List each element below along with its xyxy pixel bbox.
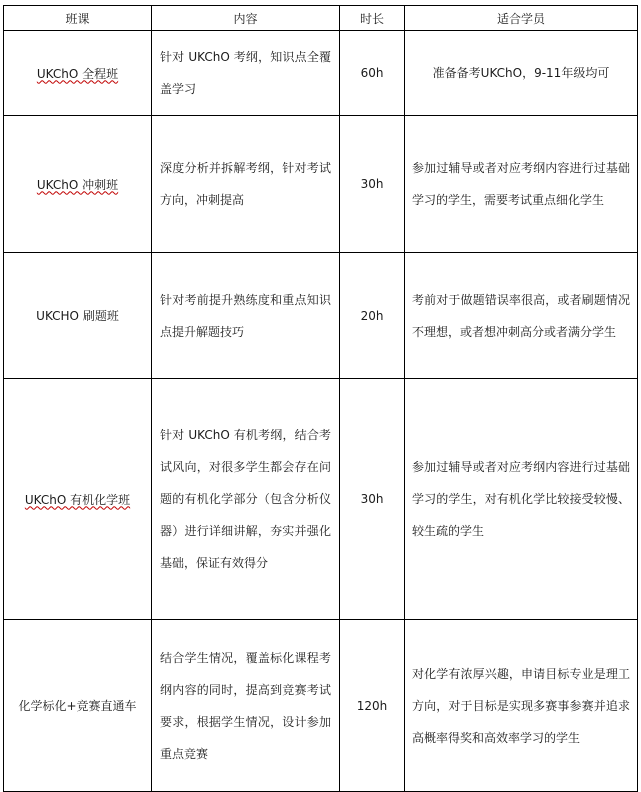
table-row [4, 379, 638, 620]
table-row [4, 620, 638, 792]
course-name: UKChO 有机化学班 [4, 379, 152, 620]
course-audience: 准备备考UKChO，9-11年级均可 [405, 31, 638, 116]
course-audience: 考前对于做题错误率很高，或者刷题情况不理想，或者想冲刺高分或者满分学生 [405, 253, 638, 379]
course-content: 深度分析并拆解考纲，针对考试方向，冲刺提高 [152, 116, 340, 253]
table-row [4, 31, 638, 116]
header-audience: 适合学员 [405, 6, 638, 31]
course-hours: 30h [340, 116, 405, 253]
course-hours: 60h [340, 31, 405, 116]
course-name: UKChO 冲刺班 [4, 116, 152, 253]
header-content: 内容 [152, 6, 340, 31]
table-row [4, 116, 638, 253]
course-table [3, 5, 638, 792]
header-row [4, 6, 638, 31]
course-audience: 参加过辅导或者对应考纲内容进行过基础学习的学生，需要考试重点细化学生 [405, 116, 638, 253]
course-name: UKCHO 刷题班 [4, 253, 152, 379]
course-content: 针对 UKChO 考纲，知识点全覆盖学习 [152, 31, 340, 116]
course-content: 针对考前提升熟练度和重点知识点提升解题技巧 [152, 253, 340, 379]
course-audience: 参加过辅导或者对应考纲内容进行过基础学习的学生，对有机化学比较接受较慢、较生疏的学生 [405, 379, 638, 620]
course-content: 针对 UKChO 有机考纲，结合考试风向，对很多学生都会存在问题的有机化学部分（包含分析仪器）进行详细讲解，夯实并强化基础，保证有效得分 [152, 379, 340, 620]
course-audience: 对化学有浓厚兴趣，申请目标专业是理工方向，对于目标是实现多赛事参赛并追求高概率得奖和高效率学习的学生 [405, 620, 638, 792]
course-hours: 120h [340, 620, 405, 792]
course-hours: 30h [340, 379, 405, 620]
table-row [4, 253, 638, 379]
header-hours: 时长 [340, 6, 405, 31]
course-name: 化学标化+竞赛直通车 [4, 620, 152, 792]
course-hours: 20h [340, 253, 405, 379]
header-course: 班课 [4, 6, 152, 31]
course-content: 结合学生情况，覆盖标化课程考纲内容的同时，提高到竞赛考试要求，根据学生情况，设计参加重点竞赛 [152, 620, 340, 792]
course-name: UKChO 全程班 [4, 31, 152, 116]
